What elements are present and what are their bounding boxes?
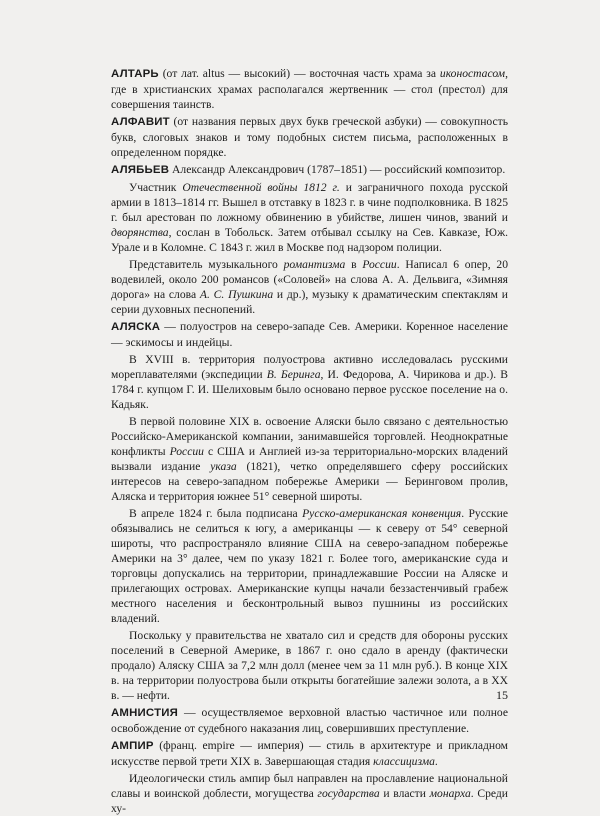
italic-cross-reference: дворянства [111, 226, 169, 239]
entry-text: и др.), музыку к драматическим спектаклям и серии духовных песнопений. [111, 288, 509, 316]
entry-text: , где в христианских храмах располагался жертвенник — стол (престол) для совершения таинств. [111, 67, 508, 111]
page-number: 15 [496, 688, 508, 702]
entry-text: (франц. empire — империя) — стиль в архитектуре и прикладном искусстве первой трети XIX в. Завершающая стадия [111, 739, 508, 768]
entry-headword: АЛЯБЬЕВ [111, 164, 170, 176]
entry-headword: АМНИСТИЯ [111, 707, 179, 719]
entry-paragraph [111, 352, 508, 412]
italic-cross-reference: Отечественной войны 1812 г. [182, 181, 340, 194]
dictionary-entry [111, 705, 508, 736]
entry-text: . Среди ху- [111, 787, 508, 815]
dictionary-entry [111, 66, 508, 112]
entry-paragraph [111, 180, 508, 255]
entry-text: , И. Федорова, А. Чирикова и др.). В 1784 г. купцом Г. И. Шелиховым было основано первое русское поселение на о. Кадьяк. [111, 368, 508, 411]
entry-text: (от лат. altus — высокий) — восточная часть храма за [158, 67, 440, 80]
entry-text: Участник [129, 181, 183, 194]
italic-cross-reference: классицизма [373, 755, 435, 768]
entry-text: В XVIII в. территория полуострова активно исследовалась русскими мореплавателями (экспедиции [111, 353, 508, 381]
dictionary-entry [111, 114, 508, 160]
entry-headword: АЛЯСКА [111, 321, 161, 333]
entry-paragraph [111, 257, 508, 317]
entry-text: Представитель музыкального [129, 258, 284, 271]
entry-text: В первой половине XIX в. освоение Аляски было связано с деятельностью Российско-Американской компании, занимавшейся торговлей. Неоднократные конфликты [111, 415, 508, 458]
entry-paragraph [111, 506, 508, 626]
dictionary-entry [111, 162, 508, 178]
italic-cross-reference: указа [210, 460, 237, 473]
entry-text: . [434, 755, 438, 768]
entry-headword: АЛТАРЬ [111, 68, 159, 80]
entry-text: В апреле 1824 г. была подписана [129, 507, 303, 520]
italic-cross-reference: Русско-американская конвенция [302, 507, 462, 520]
entry-text: (1821), четко определявшего сферу российских интересов на северо-западном побережье Америки — Беринговом пролив, Аляска и территория южнее 51° северной широты. [111, 460, 509, 503]
entry-text: в [345, 258, 363, 271]
entry-text: с США и Англией из-за территориально-морских владений вызвали издание [111, 445, 509, 473]
entry-text: Александр Александрович (1787–1851) — российский композитор. [169, 163, 506, 176]
italic-cross-reference: романтизма [283, 258, 346, 271]
entry-text: — полуостров на северо-западе Сев. Америки. Коренное население — эскимосы и индейцы. [111, 320, 508, 349]
entry-headword: АМПИР [111, 740, 154, 752]
italic-cross-reference: России [362, 258, 397, 271]
entry-paragraph [111, 628, 508, 703]
entry-text: (от названия первых двух букв греческой азбуки) — совокупность букв, слоговых знаков и тому подобных систем письма, расположенных в определенном порядке. [111, 115, 508, 159]
entry-text: и власти [379, 787, 430, 800]
entry-text: Поскольку у правительства не хватало сил и средств для обороны русских поселений в Северной Америке, в 1867 г. оно сдало в аренду (фактически продало) Аляску США за 7,2 млн долл (менее чем за 11 млн руб.). В конце XIX в. на территории полуострова были открыты богатейшие залежи золота, а в XX в. — нефти. [111, 629, 508, 702]
italic-cross-reference: России [169, 445, 204, 458]
dictionary-text-body [111, 66, 508, 816]
dictionary-entry [111, 738, 508, 769]
entry-text: — осуществляемое верховной властью частичное или полное освобождение от судебного наказания лиц, совершивших преступление. [111, 706, 508, 735]
entry-paragraph [111, 771, 508, 816]
entry-text: Идеологически стиль ампир был направлен на прославление национальной славы и воинской доблести, могущества [111, 772, 508, 800]
italic-cross-reference: А. С. Пушкина [199, 288, 274, 301]
entry-text: и заграничного похода русской армии в 1813–1814 гг. Вышел в отставку в 1823 г. в чине подполковника. В 1825 г. был арестован по ложному обвинению в убийстве, лишен чинов, званий и [111, 181, 508, 224]
italic-cross-reference: государства [317, 787, 380, 800]
entry-text: . Русские обязывались не селиться к югу, а американцы — к северу от 54° северной широты, что распространяло влияние США на северо-западном побережье Америки на 3° далее, чем по указу 1821 г. Более того, американские суда и торговцы допускались на территории, принадлежавшие России на Аляске и прилегающих островах. Американские купцы начали беззастенчивый грабеж местного населения и бесконтрольный вывоз пушнины из российских владений. [111, 507, 508, 625]
italic-cross-reference: иконостасом [439, 67, 506, 80]
entry-text: , сослан в Тобольск. Затем отбывал ссылку на Сев. Кавказе, Юж. Урале и в Коломне. С 1843 г. жил в Москве под надзором полиции. [111, 226, 508, 254]
dictionary-entry [111, 319, 508, 350]
entry-text: . Написал 6 опер, 20 водевилей, около 200 романсов («Соловей» на слова А. А. Дельвига, «Зимняя дорога» на слова [111, 258, 508, 301]
italic-cross-reference: монарха [429, 787, 471, 800]
italic-cross-reference: В. Беринга [266, 368, 321, 381]
entry-headword: АЛФАВИТ [111, 116, 170, 128]
entry-paragraph [111, 414, 508, 504]
